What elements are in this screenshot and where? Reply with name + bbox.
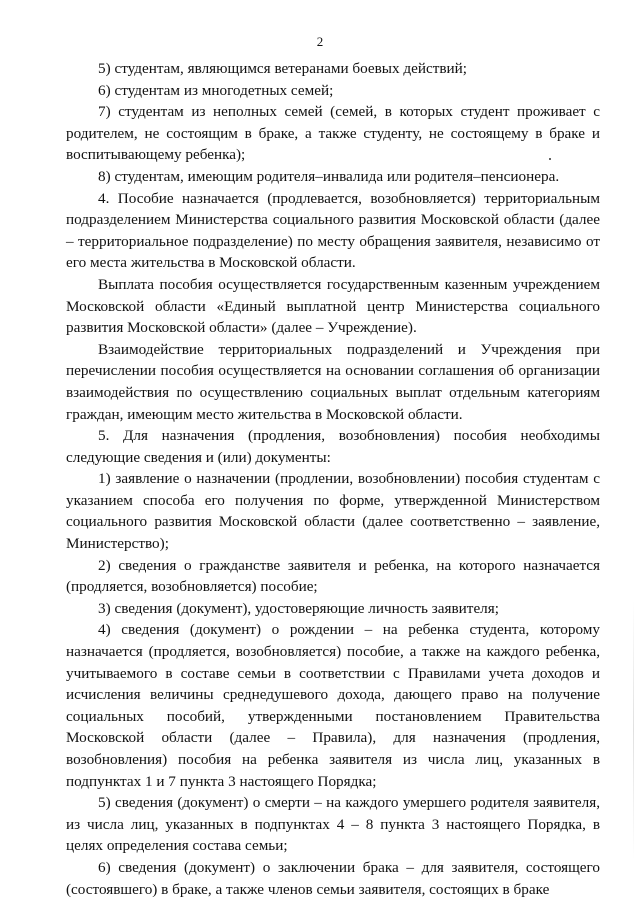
paragraph-doc-4-birth: 4) сведения (документ) о рождении – на ребенка студента, которому назначается (продляется, возобновляется) пособие, а также на каждого ребенка, учитываемого в составе семьи в соответствии с Правилами учета доходов и исчисления величины среднедушевого дохода, дающего право на получение социальных пособий, утвержденными постановлением Правительства Московской области (далее – Правила), для назначения (продления, возобновления) пособия на ребенка заявителя из числа лиц, указанных в подпунктах 1 и 7 пункта 3 настоящего Порядка; [66, 621, 600, 790]
paragraph-item-8-disabled-parent: 8) студентам, имеющим родителя–инвалида или родителя–пенсионера. [98, 167, 560, 185]
paragraph-doc-1-application: 1) заявление о назначении (продлении, возобновлении) пособия студентам с указанием способа его получения по форме, утвержденной Министерством социального развития Московской области (далее соответственно – заявление, Министерство); [66, 470, 600, 553]
paragraph-doc-3-identity: 3) сведения (документ), удостоверяющие личность заявителя; [98, 599, 499, 617]
paragraph-doc-2-citizenship: 2) сведения о гражданстве заявителя и ребенка, на которого назначается (продляется, возобновляется) пособие; [66, 556, 600, 596]
paragraph-payment: Выплата пособия осуществляется государственным казенным учреждением Московской области «Единый выплатной центр Министерства социального развития Московской области» (далее – Учреждение). [66, 275, 600, 337]
paragraph-section-5: 5. Для назначения (продления, возобновления) пособия необходимы следующие сведения и (или) документы: [66, 427, 600, 466]
paragraph-cooperation: Взаимодействие территориальных подразделений и Учреждения при перечислении пособия осуществляется на основании соглашения об организации взаимодействия по осуществлению социальных выплат отдельным категориям граждан, имеющим место жительства в Московской области. [66, 340, 600, 423]
scan-speck [549, 158, 551, 160]
page-number: 2 [316, 34, 324, 49]
paragraph-item-6-large-families: 6) студентам из многодетных семей; [98, 81, 334, 99]
paragraph-doc-5-death: 5) сведения (документ) о смерти – на каждого умершего родителя заявителя, из числа лиц, указанных в подпунктах 4 – 8 пункта 3 настоящего Порядка, в целях определения состава семьи; [66, 794, 600, 855]
paragraph-section-4: 4. Пособие назначается (продлевается, возобновляется) территориальным подразделением Министерства социального развития Московской области (далее – территориальное подразделение) по месту обращения заявителя, независимо от его места жительства в Московской области. [66, 189, 600, 272]
paragraph-doc-6-marriage: 6) сведения (документ) о заключении брака – для заявителя, состоящего (состоявшего) в браке, а также членов семьи заявителя, состоящих в браке [66, 858, 600, 898]
paragraph-item-5-veterans: 5) студентам, являющимся ветеранами боевых действий; [98, 60, 468, 77]
document-body [66, 58, 600, 900]
paragraph-item-7-single-parent: 7) студентам из неполных семей (семей, в которых студент проживает с родителем, не состоящим в браке, а также студенту, не состоящему в браке и воспитывающему ребенка); [66, 103, 600, 164]
scan-edge-shadow [633, 600, 634, 860]
